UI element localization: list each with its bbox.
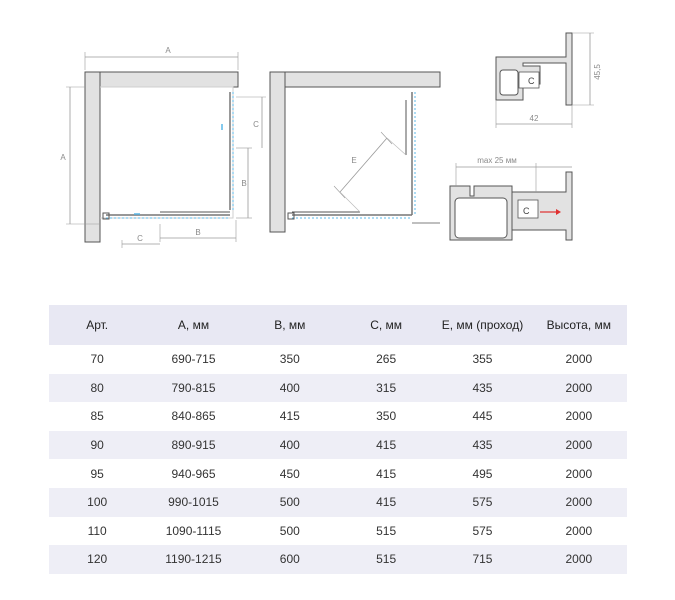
- table-cell: 515: [376, 552, 397, 567]
- max-gap-label: max 25 мм: [477, 156, 517, 165]
- table-row: [49, 431, 627, 460]
- table-row: [49, 488, 627, 517]
- dim-label-a-left: A: [60, 153, 66, 162]
- dim-label-b-right: B: [241, 179, 247, 188]
- profile-section-top: [496, 33, 602, 128]
- table-cell: 495: [472, 466, 493, 481]
- table-cell: 2000: [565, 380, 593, 395]
- profile-width-label: 42: [529, 114, 539, 123]
- table-cell: 350: [279, 352, 300, 367]
- column-header: Арт.: [86, 318, 109, 332]
- table-cell: 2000: [565, 523, 593, 538]
- table-cell: 355: [472, 352, 493, 367]
- table-cell: 85: [90, 409, 104, 424]
- table-cell: 120: [87, 552, 108, 567]
- table-row: [49, 402, 627, 431]
- table-cell: 2000: [565, 438, 593, 453]
- table-row: [49, 517, 627, 546]
- table-cell: 2000: [565, 552, 593, 567]
- table-cell: 415: [376, 466, 397, 481]
- column-header: Высота, мм: [546, 318, 612, 332]
- table-cell: 790-815: [171, 380, 216, 395]
- table-row: [49, 345, 627, 374]
- table-cell: 690-715: [171, 352, 216, 367]
- table-cell: 400: [279, 380, 300, 395]
- table-cell: 415: [376, 438, 397, 453]
- table-cell: 940-965: [171, 466, 216, 481]
- table-cell: 2000: [565, 495, 593, 510]
- top-wall: [85, 72, 238, 87]
- table-cell: 2000: [565, 409, 593, 424]
- table-cell: 415: [376, 495, 397, 510]
- table-cell: 840-865: [171, 409, 216, 424]
- technical-drawings: [0, 0, 675, 290]
- table-cell: 990-1015: [168, 495, 219, 510]
- plan-drawing-open: [270, 72, 440, 232]
- table-cell: 265: [376, 352, 397, 367]
- table-cell: 445: [472, 409, 493, 424]
- table-cell: 315: [376, 380, 397, 395]
- table-cell: 600: [279, 552, 300, 567]
- table-cell: 500: [279, 523, 300, 538]
- column-header: C, мм: [370, 318, 403, 332]
- table-cell: 575: [472, 523, 493, 538]
- column-header: A, мм: [177, 318, 210, 332]
- table-cell: 100: [87, 495, 108, 510]
- column-header: B, мм: [274, 318, 306, 332]
- table-cell: 450: [279, 466, 300, 481]
- table-cell: 350: [376, 409, 397, 424]
- svg-text:C: C: [523, 206, 530, 216]
- dim-label-c-right: C: [253, 120, 259, 129]
- table-row: [49, 545, 627, 574]
- table-cell: 80: [90, 380, 104, 395]
- dim-label-e: E: [351, 156, 357, 165]
- profile-section-extended: [450, 156, 572, 240]
- table-cell: 435: [472, 438, 493, 453]
- dim-label-a-top: A: [165, 46, 171, 55]
- table-cell: 400: [279, 438, 300, 453]
- table-header-row: [49, 305, 627, 345]
- table-cell: 890-915: [171, 438, 216, 453]
- table-body: [49, 345, 627, 574]
- table-cell: 415: [279, 409, 300, 424]
- table-cell: 575: [472, 495, 493, 510]
- svg-text:C: C: [528, 76, 535, 86]
- table-cell: 1090-1115: [165, 523, 222, 538]
- dimensions-table: [49, 305, 627, 574]
- table-cell: 500: [279, 495, 300, 510]
- table-row: [49, 459, 627, 488]
- table-cell: 110: [87, 523, 107, 538]
- left-wall: [85, 72, 100, 242]
- table-cell: 435: [472, 380, 493, 395]
- table-cell: 715: [472, 552, 493, 567]
- table-row: [49, 374, 627, 403]
- profile-height-label: 45,5: [593, 64, 602, 80]
- table-cell: 90: [90, 438, 104, 453]
- table-cell: 70: [90, 352, 104, 367]
- table-cell: 515: [376, 523, 397, 538]
- column-header: E, мм (проход): [441, 318, 524, 332]
- dim-label-c-bottom: C: [137, 234, 143, 243]
- table-cell: 95: [90, 466, 104, 481]
- table-cell: 2000: [565, 466, 593, 481]
- dim-label-b-bottom: B: [195, 228, 201, 237]
- diagonal-e-line: [340, 138, 387, 192]
- table-cell: 2000: [565, 352, 593, 367]
- plan-drawing-closed: [60, 46, 266, 248]
- table-cell: 1190-1215: [165, 552, 222, 567]
